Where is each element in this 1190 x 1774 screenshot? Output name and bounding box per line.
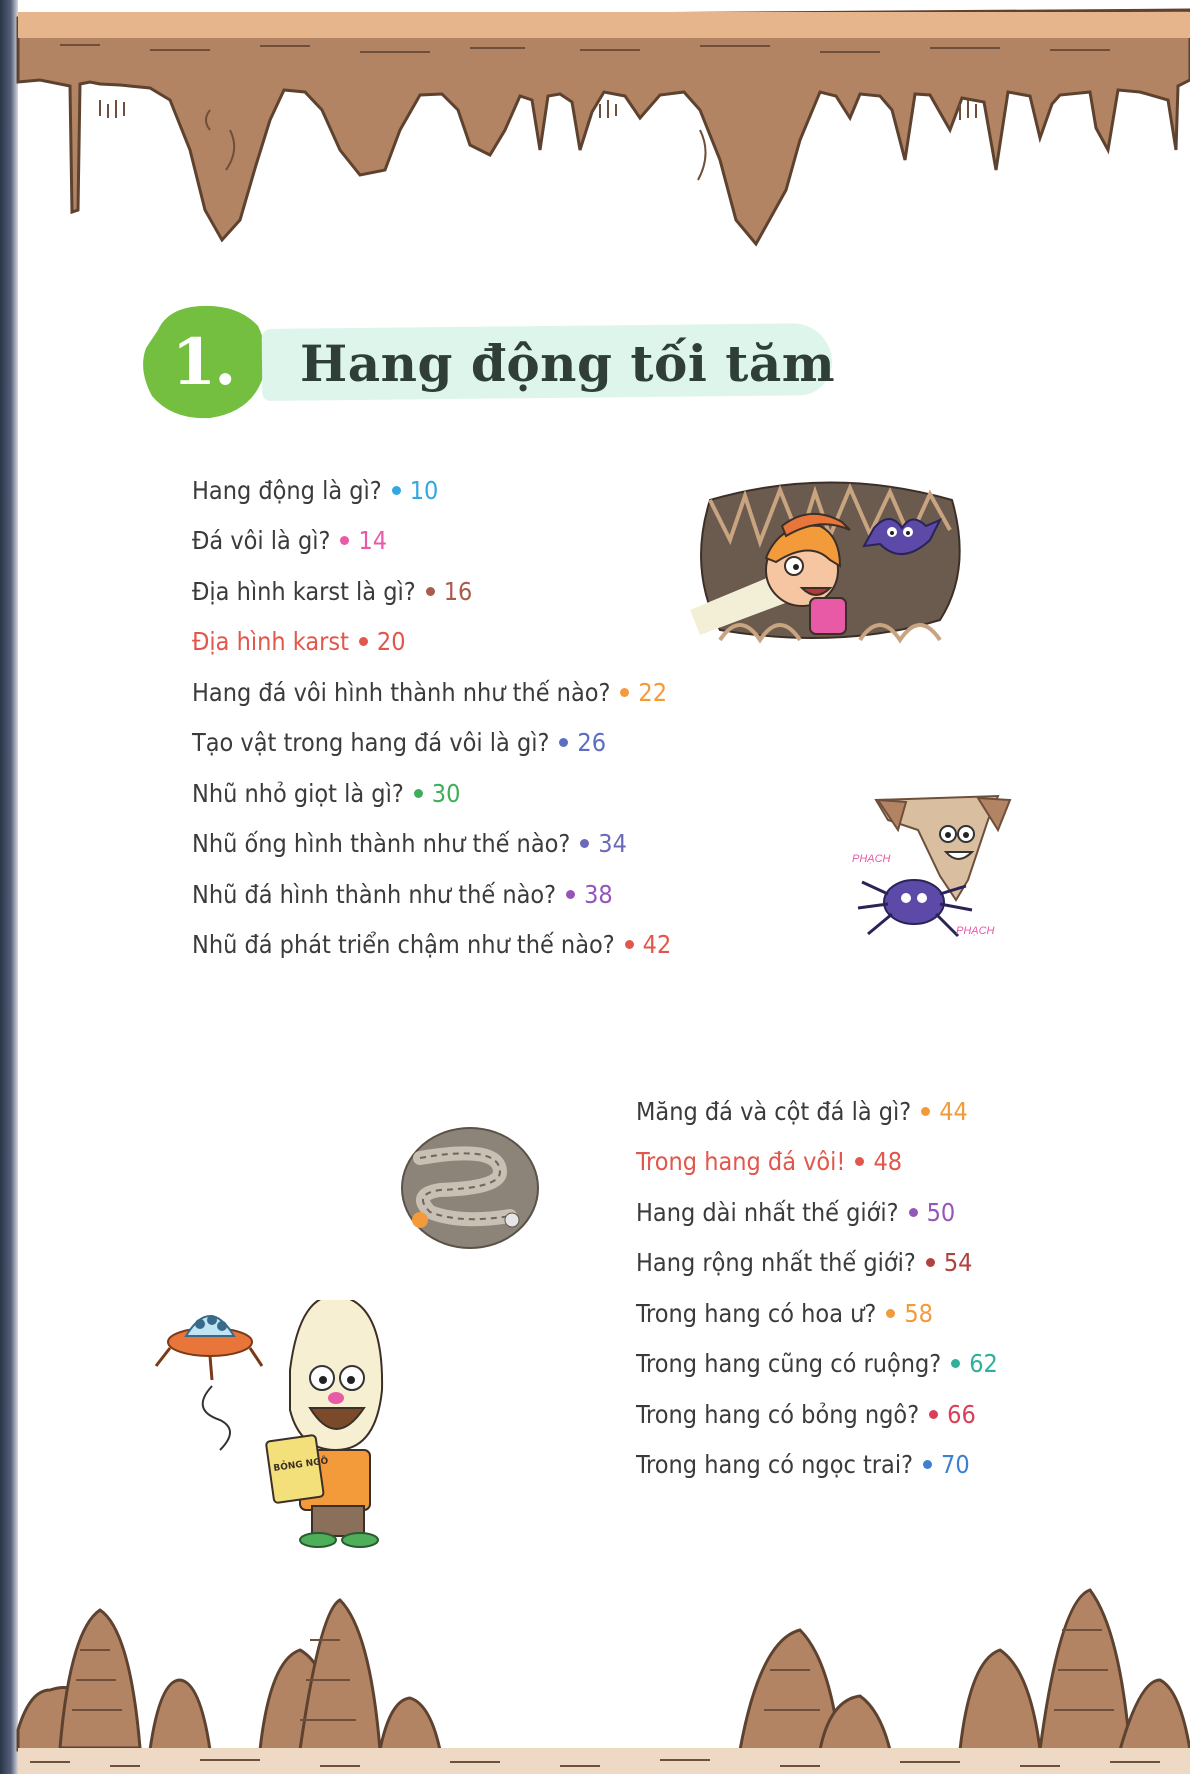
toc-item[interactable]	[636, 1238, 998, 1289]
toc-item-title: Hang đá vôi hình thành như thế nào?	[192, 677, 611, 707]
toc-item-page-number: 58	[904, 1298, 933, 1328]
bullet-dot-icon	[625, 940, 634, 949]
toc-item-title: Tạo vật trong hang đá vôi là gì?	[192, 728, 550, 758]
toc-item[interactable]	[636, 1389, 998, 1440]
toc-item-title: Trong hang có hoa ư?	[636, 1298, 877, 1328]
toc-item-page-number: 30	[431, 778, 461, 808]
toc-item[interactable]	[192, 718, 671, 769]
toc-item-title: Địa hình karst là gì?	[192, 576, 416, 606]
bullet-dot-icon	[566, 890, 575, 899]
toc-item-title: Hang động là gì?	[192, 475, 382, 505]
stalactite-spider-illustration	[848, 790, 1018, 950]
bullet-dot-icon	[392, 486, 401, 495]
toc-item-page-number: 48	[873, 1147, 903, 1177]
toc-item-title: Măng đá và cột đá là gì?	[636, 1096, 912, 1126]
toc-item[interactable]	[636, 1440, 998, 1491]
toc-item[interactable]	[192, 869, 671, 920]
toc-item-title: Nhũ đá phát triển chậm như thế nào?	[192, 930, 615, 960]
toc-item-page-number: 16	[443, 576, 473, 606]
chapter-number: 1.	[171, 324, 235, 400]
toc-item-page-number: 20	[376, 627, 406, 657]
stalagmite-texture	[72, 1630, 1114, 1720]
cave-floor-illustration	[0, 1570, 1190, 1774]
toc-item[interactable]	[192, 617, 671, 668]
bullet-dot-icon	[414, 789, 423, 798]
toc-item-title: Hang dài nhất thế giới?	[636, 1197, 899, 1227]
cave-ceiling-illustration	[0, 0, 1190, 260]
toc-item-page-number: 38	[584, 879, 613, 909]
toc-item-title: Hang rộng nhất thế giới?	[636, 1248, 916, 1278]
toc-item[interactable]	[192, 768, 671, 819]
bullet-dot-icon	[921, 1107, 930, 1116]
toc-item[interactable]	[636, 1086, 998, 1137]
toc-item-title: Nhũ đá hình thành như thế nào?	[192, 879, 557, 909]
popcorn-box-label: BỎNG NGÔ	[272, 1456, 329, 1474]
toc-item-title: Nhũ nhỏ giọt là gì?	[192, 778, 404, 808]
toc-list-left	[192, 465, 671, 970]
egg-character-popcorn-illustration	[150, 1300, 440, 1550]
toc-item-title: Địa hình karst	[192, 627, 349, 657]
bullet-dot-icon	[951, 1359, 960, 1368]
toc-item-page-number: 10	[409, 475, 439, 505]
page-edge	[0, 0, 18, 1774]
bullet-dot-icon	[559, 738, 568, 747]
toc-item-page-number: 42	[642, 930, 672, 960]
toc-item-page-number: 66	[947, 1399, 976, 1429]
toc-item[interactable]	[636, 1137, 998, 1188]
bullet-dot-icon	[580, 839, 589, 848]
toc-item-page-number: 44	[939, 1096, 968, 1126]
toc-item-page-number: 22	[638, 677, 668, 707]
toc-item-page-number: 70	[941, 1450, 970, 1480]
toc-item-title: Nhũ ống hình thành như thế nào?	[192, 829, 571, 859]
explorer-bat-illustration	[690, 470, 970, 650]
bullet-dot-icon	[929, 1410, 938, 1419]
toc-item[interactable]	[636, 1288, 998, 1339]
chapter-title: Hang động tối tăm	[300, 334, 836, 393]
cave-map-illustration	[400, 1124, 540, 1252]
sound-effect-text: PHẠCH	[956, 925, 995, 937]
bullet-dot-icon	[855, 1157, 864, 1166]
toc-item[interactable]	[636, 1339, 998, 1390]
bullet-dot-icon	[359, 637, 368, 646]
toc-item[interactable]	[636, 1187, 998, 1238]
bullet-dot-icon	[923, 1460, 932, 1469]
toc-item-page-number: 54	[943, 1248, 973, 1278]
toc-item-page-number: 50	[926, 1197, 956, 1227]
toc-item-page-number: 62	[969, 1349, 998, 1379]
toc-item-title: Trong hang cũng có ruộng?	[636, 1349, 942, 1379]
bullet-dot-icon	[909, 1208, 918, 1217]
toc-item[interactable]	[192, 516, 671, 567]
bullet-dot-icon	[340, 536, 349, 545]
toc-item-title: Trong hang đá vôi!	[636, 1147, 846, 1177]
toc-item[interactable]	[192, 667, 671, 718]
toc-item[interactable]	[192, 920, 671, 971]
sound-effect-text: PHẠCH	[852, 853, 891, 865]
toc-item-page-number: 26	[577, 728, 607, 758]
toc-item-title: Trong hang có bỏng ngô?	[636, 1399, 920, 1429]
bullet-dot-icon	[620, 688, 629, 697]
toc-item-title: Đá vôi là gì?	[192, 526, 331, 556]
toc-item-page-number: 14	[358, 526, 388, 556]
toc-item-title: Trong hang có ngọc trai?	[636, 1450, 914, 1480]
toc-item[interactable]	[192, 819, 671, 870]
toc-item[interactable]	[192, 566, 671, 617]
bullet-dot-icon	[426, 587, 435, 596]
bullet-dot-icon	[926, 1258, 935, 1267]
toc-list-right	[636, 1086, 998, 1490]
toc-item-page-number: 34	[598, 829, 627, 859]
ceiling-rock	[18, 10, 1190, 244]
toc-item[interactable]	[192, 465, 671, 516]
bullet-dot-icon	[886, 1309, 895, 1318]
